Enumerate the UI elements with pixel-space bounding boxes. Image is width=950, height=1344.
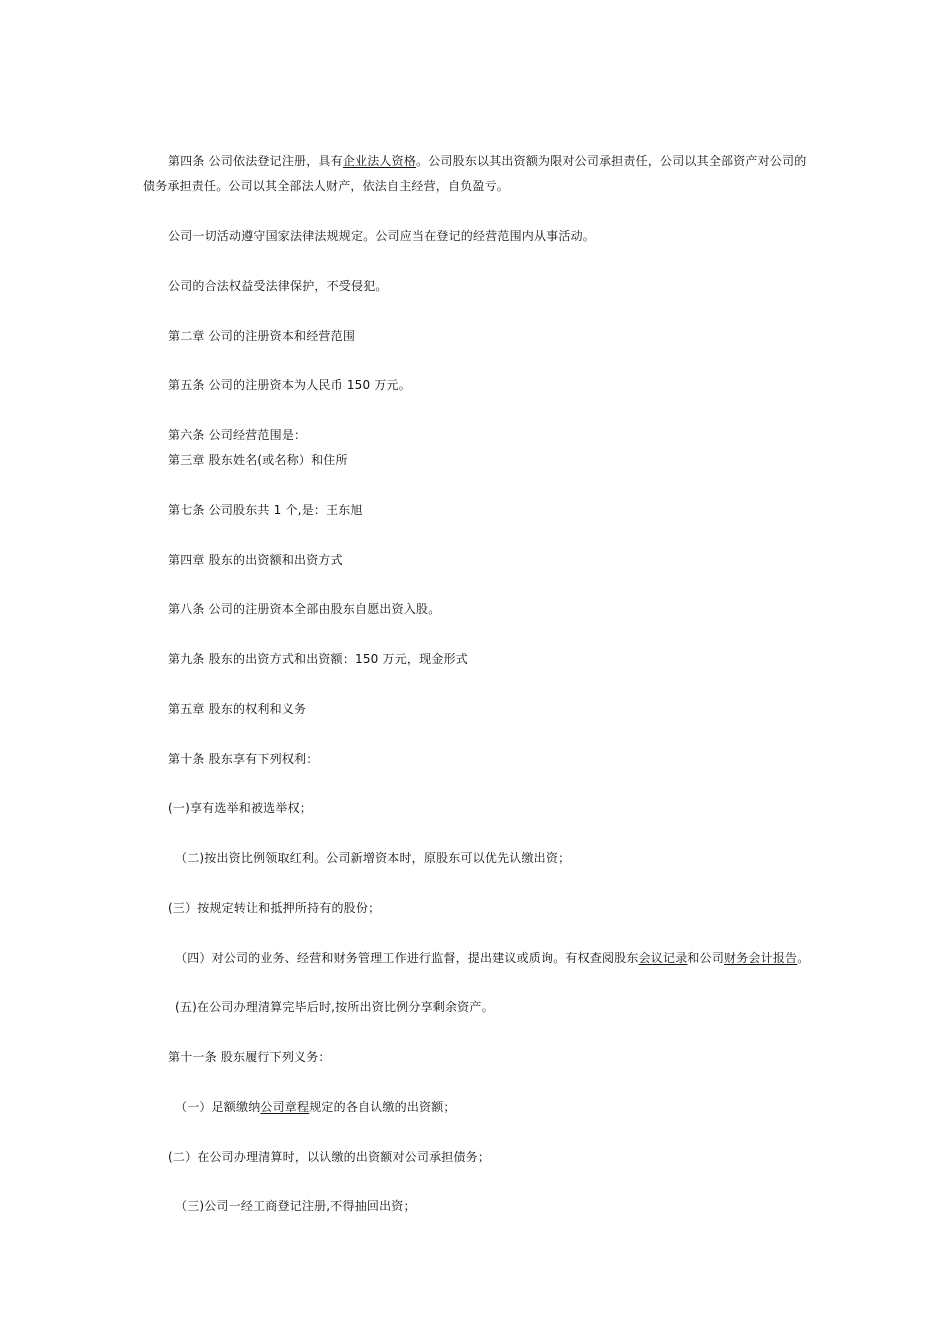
article-9: 第九条 股东的出资方式和出资额：150 万元，现金形式 <box>168 652 468 666</box>
right-item-1: (一)享有选举和被选举权； <box>168 801 312 815</box>
article-10: 第十条 股东享有下列权利： <box>168 752 319 766</box>
chapter-2-heading: 第二章 公司的注册资本和经营范围 <box>168 329 356 343</box>
article-11: 第十一条 股东履行下列义务： <box>168 1050 331 1064</box>
obligation-item-1-text-a: （一）足额缴纳 <box>175 1100 261 1114</box>
article-8: 第八条 公司的注册资本全部由股东自愿出资入股。 <box>168 602 441 616</box>
right-item-2: （二)按出资比例领取红利。公司新增资本时，原股东可以优先认缴出资； <box>175 851 571 865</box>
article-4-line-2: 债务承担责任。公司以其全部法人财产，依法自主经营，自负盈亏。 <box>143 179 510 193</box>
articles-of-association-link[interactable]: 公司章程 <box>260 1100 310 1114</box>
article-4-text-a: 第四条 公司依法登记注册，具有 <box>168 154 343 168</box>
rights-protected-paragraph: 公司的合法权益受法律保护，不受侵犯。 <box>168 279 388 293</box>
article-6: 第六条 公司经营范围是： <box>168 428 307 442</box>
obligation-item-1 <box>175 1099 456 1115</box>
right-item-4-text-b: 和公司 <box>687 951 725 965</box>
activity-paragraph: 公司一切活动遵守国家法律法规规定。公司应当在登记的经营范围内从事活动。 <box>168 229 596 243</box>
obligation-item-1-text-b: 规定的各自认缴的出资额； <box>309 1100 456 1114</box>
obligation-item-3: （三)公司一经工商登记注册,不得抽回出资； <box>175 1199 416 1213</box>
article-5: 第五条 公司的注册资本为人民币 150 万元。 <box>168 378 411 392</box>
meeting-minutes-link[interactable]: 会议记录 <box>638 951 688 965</box>
enterprise-legal-person-link[interactable]: 企业法人资格 <box>342 154 417 168</box>
right-item-4 <box>175 950 809 966</box>
right-item-4-text-c: 。 <box>797 951 810 965</box>
right-item-5: (五)在公司办理清算完毕后时,按所出资比例分享剩余资产。 <box>175 1000 494 1014</box>
right-item-4-text-a: （四）对公司的业务、经营和财务管理工作进行监督，提出建议或质询。有权查阅股东 <box>175 951 639 965</box>
article-4-text-b: 。公司股东以其出资额为限对公司承担责任，公司以其全部资产对公司的 <box>416 154 807 168</box>
obligation-item-2: (二）在公司办理清算时，以认缴的出资额对公司承担债务； <box>168 1150 491 1164</box>
article-7: 第七条 公司股东共 1 个,是：王东旭 <box>168 503 363 517</box>
article-4-line-1 <box>168 153 806 169</box>
chapter-5-heading: 第五章 股东的权利和义务 <box>168 702 307 716</box>
chapter-3-heading: 第三章 股东姓名(或名称）和住所 <box>168 453 348 467</box>
chapter-4-heading: 第四章 股东的出资额和出资方式 <box>168 553 343 567</box>
financial-report-link[interactable]: 财务会计报告 <box>724 951 798 965</box>
right-item-3: (三）按规定转让和抵押所持有的股份； <box>168 901 381 915</box>
